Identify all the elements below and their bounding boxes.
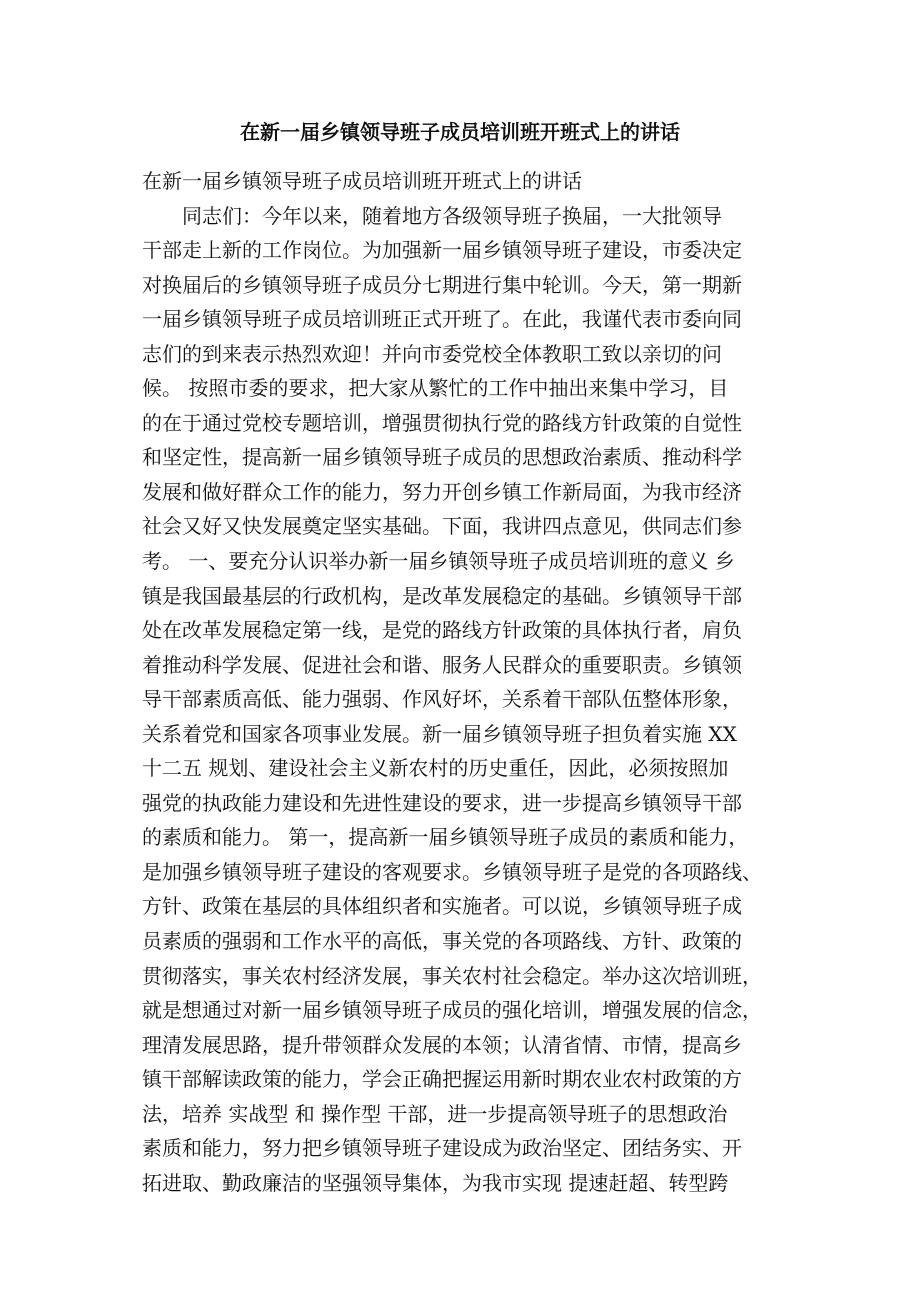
body-text-line: 干部走上新的工作岗位。为加强新一届乡镇领导班子建设，市委决定 [142,238,742,263]
body-text-line: 镇是我国最基层的行政机构，是改革发展稳定的基础。乡镇领导干部 [142,583,742,608]
document-title: 在新一届乡镇领导班子成员培训班开班式上的讲话 [240,120,680,144]
body-text-line: 考。 一、要充分认识举办新一届乡镇领导班子成员培训班的意义 乡 [142,549,735,574]
body-text-line: 镇干部解读政策的能力，学会正确把握运用新时期农业农村政策的方 [142,1067,742,1092]
body-text-line: 在新一届乡镇领导班子成员培训班开班式上的讲话 [142,169,582,193]
document-body [142,164,792,1200]
body-text-line: 同志们：今年以来，随着地方各级领导班子换届，一大批领导 [142,203,722,228]
body-text-line: 的在于通过党校专题培训，增强贯彻执行党的路线方针政策的自觉性 [142,410,742,435]
body-text-line: 志们的到来表示热烈欢迎！并向市委党校全体教职工致以亲切的问 [142,341,722,366]
body-text-line: 关系着党和国家各项事业发展。新一届乡镇领导班子担负着实施 XX [142,721,737,746]
body-text-line: 社会又好又快发展奠定坚实基础。下面，我讲四点意见，供同志们参 [142,514,742,539]
body-text-line: 是加强乡镇领导班子建设的客观要求。乡镇领导班子是党的各项路线、 [142,859,762,884]
body-text-line: 候。 按照市委的要求，把大家从繁忙的工作中抽出来集中学习，目 [142,376,729,401]
body-text-line: 一届乡镇领导班子成员培训班正式开班了。在此，我谨代表市委向同 [142,307,742,332]
body-text-line: 理清发展思路，提升带领群众发展的本领；认清省情、市情，提高乡 [142,1032,742,1057]
body-text-line: 方针、政策在基层的具体组织者和实施者。可以说，乡镇领导班子成 [142,894,742,919]
body-text-line: 素质和能力，努力把乡镇领导班子建设成为政治坚定、团结务实、开 [142,1136,742,1161]
body-text-line: 强党的执政能力建设和先进性建设的要求，进一步提高乡镇领导干部 [142,790,742,815]
body-text-line: 导干部素质高低、能力强弱、作风好坏，关系着干部队伍整体形象， [142,687,742,712]
body-text-line: 员素质的强弱和工作水平的高低，事关党的各项路线、方针、政策的 [142,929,742,954]
body-text-line: 和坚定性，提高新一届乡镇领导班子成员的思想政治素质、推动科学 [142,445,742,470]
body-text-line: 贯彻落实，事关农村经济发展，事关农村社会稳定。举办这次培训班， [142,963,762,988]
body-text-line: 发展和做好群众工作的能力，努力开创乡镇工作新局面，为我市经济 [142,479,742,504]
body-text-line: 着推动科学发展、促进社会和谐、服务人民群众的重要职责。乡镇领 [142,652,742,677]
body-text-line: 处在改革发展稳定第一线，是党的路线方针政策的具体执行者，肩负 [142,618,742,643]
body-text-line: 法，培养 实战型 和 操作型 干部，进一步提高领导班子的思想政治 [142,1101,728,1126]
body-text-line: 的素质和能力。 第一，提高新一届乡镇领导班子成员的素质和能力， [142,825,749,850]
body-text-line: 十二五 规划、建设社会主义新农村的历史重任，因此，必须按照加 [142,756,729,781]
body-text-line: 拓进取、勤政廉洁的坚强领导集体，为我市实现 提速赶超、转型跨 [142,1170,729,1195]
body-text-line: 对换届后的乡镇领导班子成员分七期进行集中轮训。今天，第一期新 [142,272,742,297]
body-text-line: 就是想通过对新一届乡镇领导班子成员的强化培训，增强发展的信念， [142,998,762,1023]
